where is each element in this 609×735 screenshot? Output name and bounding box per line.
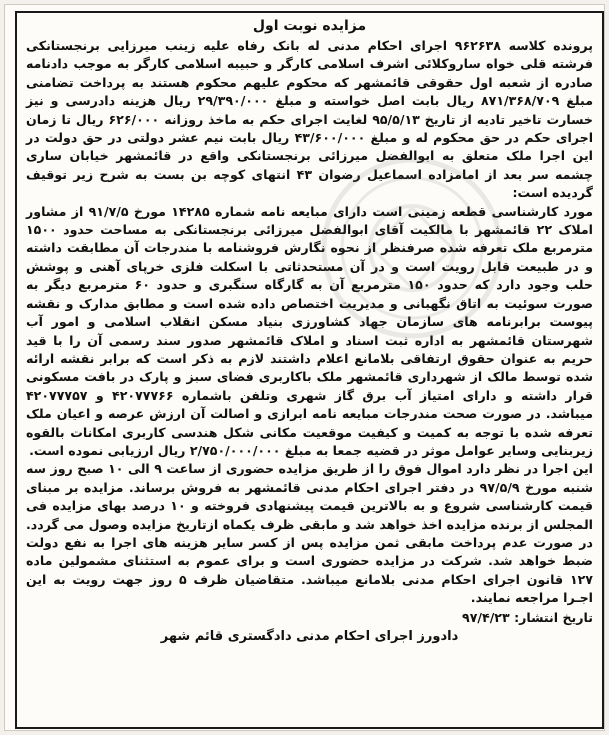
notice-title: مزایده نوبت اول (252, 18, 367, 34)
auction-terms-paragraph: این اجرا در نظر دارد اموال فوق را از طریق مزایده حضوری از ساعت ۹ الی ۱۰ صبح روز سه شنبه مورخ ۹۷/۵/۹ در دفتر اجرای احکام مدنی قائمشهر به فروش برساند. مزایده بر مبنای قیمت کارشناسی شروع و به بالاترین قیمت پیشنهادی فروخته و ۱۰ درصد بهای مزایده فی المجلس از برنده مزایده اخذ خواهد شد و مابقی ظرف یکماه ازتاریخ مزایده وصول می گردد. در صورت عدم پرداخت مابقی ثمن مزایده پس از کسر سایر هزینه های اجرا به نفع دولت ضبط خواهد شد. شرکت در مزایده حضوری است و برای عموم به استثنای مشمولین ماده ۱۲۷ قانون اجرای احکام مدنی بلامانع میباشد. متقاضیان ظرف ۵ روز جهت رویت به این اجـرا مراجعه نمایند. (26, 461, 594, 606)
newspaper-clipping (4, 4, 605, 731)
publish-date-line (26, 609, 593, 627)
signature-line: دادورز اجرای احکام مدنی دادگستری قائم شهر (160, 629, 459, 644)
publish-date-label: تاریخ انتشار: (514, 609, 593, 625)
auction-notice-box (15, 11, 604, 729)
publish-date-value: ۹۷/۴/۲۳ (462, 609, 510, 625)
property-description-paragraph: مورد کارشناسی قطعه زمینی است دارای مبایعه نامه شماره ۱۴۲۸۵ مورخ ۹۱/۷/۵ از مشاور املاک ۲۲ قائمشهر با مالکیت آقای ابوالفضل میرزائی برنجستانکی به مساحت حدود ۱۵۰۰ مترمربع ملک تعرفه شده صرفنظر از نحوه نگارش فروشنامه با مندرجات آن مطابقت داشته و در طبیعت قابل رویت است و در آن مستحدثاتی با اسکلت فلزی خرپای آهنی و پوشش حلب وجود دارد که حدود ۱۵۰ مترمربع آن به گارگاه سنگبری و حدود ۶۰ مترمربع دیگر به صورت سوئیت به اتاق نگهبانی و مدیریت اختصاص داده شده است و مطابق مدارک و نقشه پیوست برابرنامه های سازمان جهاد کشاورزی بنیاد مسکن انقلاب اسلامی و امور آب شهرستان قائمشهر به اداره ثبت اسناد و املاک قائمشهر صدور سند رسمی آن را با قید حریم به عنوان حقوق ارتفاقی بلامانع اعلام داشتند لازم به ذکر است که برابر نقشه ارائه شده توسط مالک از شهرداری قائمشهر ملک باکاربری فضای سبز و پارک در بافت مسکونی قرار داشته و دارای امتیاز آب برق گاز شهری وتلفن باشماره ۴۲۰۷۷۷۶۶ و ۴۲۰۷۷۷۵۷ میباشد. در صورت صحت مندرجات مبایعه نامه ابرازی و اصالت آن ارزش عرصه و اعیان ملک تعرفه شده با توجه به کمیت و کیفیت موقعیت مکانی شکل هندسی کاربری امکانات بالقوه زیربنایی وسایر عوامل موثر در قضیه جمعا به مبلغ ۲/۷۵۰/۰۰۰/۰۰۰ ریال ارزیابی نموده است. (26, 203, 594, 458)
case-details-paragraph: پرونده کلاسه ۹۶۲۶۳۸ اجرای احکام مدنی له بانک رفاه علیه زینب میرزایی برنجستانکی فرشته قلی خواه ساروکلائی اشرف اسلامی کارگر و حبیبه اسلامی کارگر به موجب دادنامه صادره از شعبه اول حقوقی قائمشهر که محکوم علیهم محکوم هستند به پرداخت تضامنی مبلغ ۸۷۱/۳۶۸/۷۰۹ ریال بابت اصل خواسته و مبلغ ۲۹/۳۹۰/۰۰۰ ریال هزینه دادرسی و نیز خسارت تاخیر تادیه از تاریخ ۹۵/۵/۱۳ لغایت اجرای حکم به ماخذ روزانه ۶۲۶/۰۰۰ ریال تا زمان اجرای حکم در حق محکوم له و مبلغ ۴۳/۶۰۰/۰۰۰ ریال بابت نیم عشر دولتی در حق دولت در این اجرا ملک متعلق به ابوالفضل میرزائی برنجستانکی واقع در قائمشهر خیابان ساری چشمه سر بعد از امامزاده اسماعیل رضوان ۴۳ انتهای کوچه بن بست به شرح زیر توقیف گردیده است: (26, 38, 594, 201)
